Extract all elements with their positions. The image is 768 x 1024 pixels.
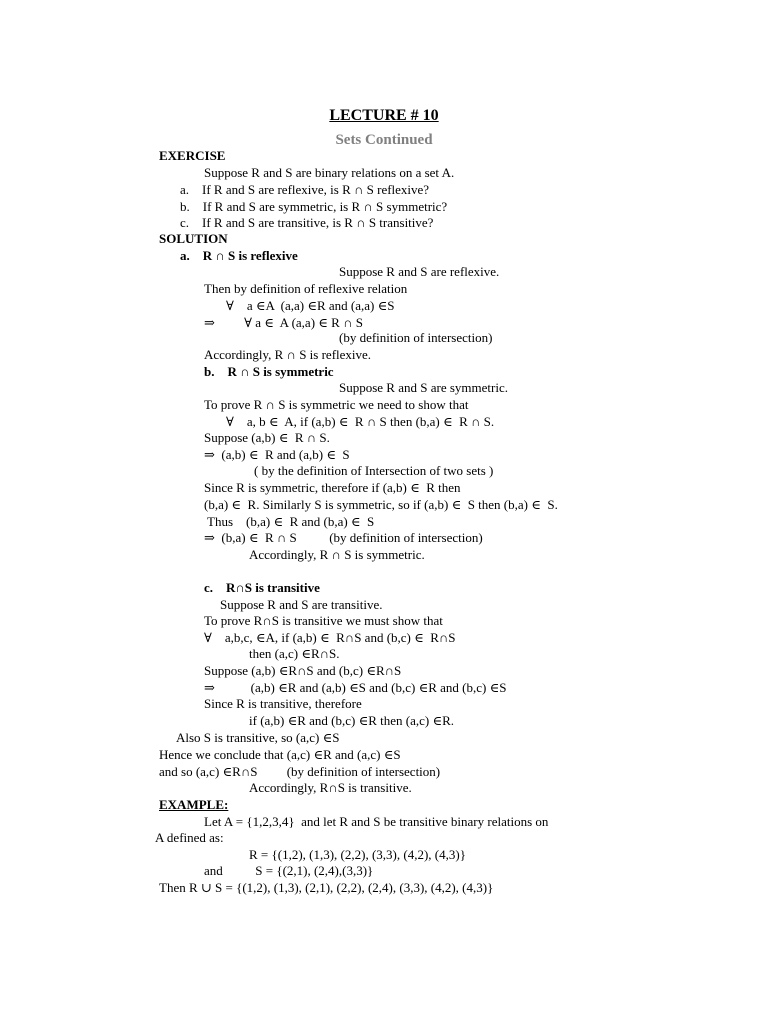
text-line: Hence we conclude that (a,c) ∈R and (a,c) ∈S (159, 747, 401, 762)
text-line: To prove R∩S is transitive we must show that (204, 613, 443, 628)
text-line: and so (a,c) ∈R∩S (by definition of intersection) (159, 764, 441, 779)
question-a: a. If R and S are reflexive, is R ∩ S reflexive? (180, 182, 430, 197)
math-line: ∀ a, b ∈ A, if (a,b) ∈ R ∩ S then (b,a) ∈ R ∩ S. (226, 414, 495, 429)
math-line: then (a,c) ∈R∩S. (249, 646, 340, 661)
text-line: Accordingly, R ∩ S is reflexive. (204, 347, 372, 362)
question-c: c. If R and S are transitive, is R ∩ S transitive? (180, 215, 434, 230)
lecture-subtitle: Sets Continued (335, 132, 433, 148)
math-line: ⇒ ∀ a ∈ A (a,a) ∈ R ∩ S (204, 315, 363, 330)
text-line: Also S is transitive, so (a,c) ∈S (176, 730, 340, 745)
solution-heading: SOLUTION (159, 231, 228, 246)
math-line: ⇒ (a,b) ∈ R and (a,b) ∈ S (204, 447, 350, 462)
text-line: Suppose R and S are symmetric. (339, 380, 508, 395)
text-line: (b,a) ∈ R. Similarly S is symmetric, so if (a,b) ∈ S then (b,a) ∈ S. (204, 497, 558, 512)
math-line: ∀ a ∈A (a,a) ∈R and (a,a) ∈S (226, 298, 395, 313)
math-line: Then R ∪ S = {(1,2), (1,3), (2,1), (2,2), (2,4), (3,3), (4,2), (4,3)} (159, 880, 494, 895)
text-line: ( by the definition of Intersection of two sets ) (254, 463, 494, 478)
example-heading: EXAMPLE: (159, 797, 229, 812)
part-c-heading: c. R∩S is transitive (204, 580, 320, 595)
math-line: Suppose (a,b) ∈R∩S and (b,c) ∈R∩S (204, 663, 402, 678)
math-line: and S = {(2,1), (2,4),(3,3)} (204, 863, 374, 878)
part-a-heading: a. R ∩ S is reflexive (180, 248, 298, 263)
math-line: ⇒ (b,a) ∈ R ∩ S (by definition of intersection) (204, 530, 483, 545)
math-line: R = {(1,2), (1,3), (2,2), (3,3), (4,2), (4,3)} (249, 847, 466, 862)
text-line: (by definition of intersection) (339, 330, 493, 345)
text-line: Then by definition of reflexive relation (204, 281, 408, 296)
exercise-heading: EXERCISE (159, 148, 226, 163)
text-line: Since R is transitive, therefore (204, 696, 362, 711)
text-line: Accordingly, R ∩ S is symmetric. (249, 547, 425, 562)
exercise-intro: Suppose R and S are binary relations on a set A. (204, 165, 455, 180)
question-b: b. If R and S are symmetric, is R ∩ S symmetric? (180, 199, 448, 214)
text-line: Accordingly, R∩S is transitive. (249, 780, 412, 795)
part-b-heading: b. R ∩ S is symmetric (204, 364, 334, 379)
text-line: Suppose R and S are transitive. (220, 597, 383, 612)
text-line: To prove R ∩ S is symmetric we need to show that (204, 397, 469, 412)
text-line: Suppose R and S are reflexive. (339, 264, 500, 279)
math-line: Thus (b,a) ∈ R and (b,a) ∈ S (204, 514, 375, 529)
math-line: if (a,b) ∈R and (b,c) ∈R then (a,c) ∈R. (249, 713, 455, 728)
text-line: Since R is symmetric, therefore if (a,b) ∈ R then (204, 480, 461, 495)
math-line: ∀ a,b,c, ∈A, if (a,b) ∈ R∩S and (b,c) ∈ R∩S (204, 630, 456, 645)
lecture-title: LECTURE # 10 (329, 107, 439, 124)
text-line: Let A = {1,2,3,4} and let R and S be transitive binary relations on (204, 814, 549, 829)
text-line: A defined as: (155, 830, 224, 845)
math-line: Suppose (a,b) ∈ R ∩ S. (204, 430, 330, 445)
math-line: ⇒ (a,b) ∈R and (a,b) ∈S and (b,c) ∈R and (b,c) ∈S (204, 680, 507, 695)
